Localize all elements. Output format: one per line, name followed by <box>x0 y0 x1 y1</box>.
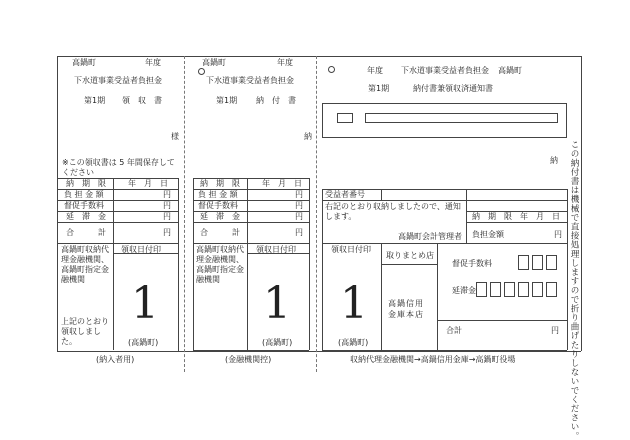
p2-row-label: 負 担 金 額 <box>198 190 238 199</box>
p3-footer: 収納代理金融機関→高鍋信用金庫→高鍋町役場 <box>350 355 516 364</box>
p1-period: 第1期 <box>84 96 106 105</box>
perforation-1 <box>184 56 185 372</box>
p3-collect-store: 取りまとめ店 <box>386 251 434 260</box>
p3-fee-label: 督促手数料 <box>452 259 492 268</box>
p3-town: 高鍋町 <box>498 66 522 75</box>
p3-late-digit-box <box>518 282 529 297</box>
p3-punch-circle-icon <box>328 66 335 73</box>
p2-subject: 下水道事業受益者負担金 <box>206 76 294 85</box>
p3-late-digit-box <box>546 282 557 297</box>
p2-row-label: 合 計 <box>200 228 240 237</box>
p2-agent: 高鍋町収納代理金融機関、高鍋町指定金融機関 <box>196 245 244 284</box>
p3-fee-digit-box <box>518 255 529 270</box>
p1-subject: 下水道事業受益者負担金 <box>74 76 162 85</box>
p3-subject: 下水道事業受益者負担金 <box>401 66 489 75</box>
p2-nou: 納 <box>304 132 312 141</box>
frame-top <box>57 56 581 57</box>
frame-right <box>581 56 582 351</box>
p1-row-value: 円 <box>163 190 171 199</box>
p3-period: 第1期 <box>368 84 390 93</box>
p1-row-value: 年 月 日 <box>128 179 168 188</box>
p2-row-value: 円 <box>295 201 303 210</box>
p2-town: 高鍋町 <box>202 58 226 67</box>
p3-stamp-label: 領収日付印 <box>331 245 371 254</box>
p2-row-value: 円 <box>295 228 303 237</box>
p3-bank: 高鍋信用金庫本店 <box>388 299 424 319</box>
p3-late-digit-box <box>490 282 501 297</box>
p3-late-digit-box <box>504 282 515 297</box>
p2-year: 年度 <box>277 58 293 67</box>
p3-amount-yen: 円 <box>554 230 562 239</box>
p2-title: 納 付 書 <box>256 96 296 105</box>
p1-year: 年度 <box>145 58 161 67</box>
p1-received: 上記のとおり領収しました。 <box>61 317 109 346</box>
p2-footer: (金融機関控) <box>225 355 272 364</box>
p3-total-yen: 円 <box>551 326 559 335</box>
p2-stamp-town: (高鍋町) <box>262 338 293 347</box>
p1-row-label: 延 滞 金 <box>66 212 106 221</box>
p1-row-label: 負 担 金 額 <box>64 190 104 199</box>
p3-year: 年度 <box>367 66 383 75</box>
p3-late-label: 延滞金 <box>452 286 476 295</box>
p3-fee-digit-box <box>532 255 543 270</box>
perforation-2 <box>316 56 317 372</box>
ocr-box-wide <box>365 113 558 123</box>
p3-nou: 納 <box>550 156 558 165</box>
p3-stamp-town: (高鍋町) <box>338 338 369 347</box>
p3-total-label: 合計 <box>446 326 462 335</box>
p3-amount-label: 負担金額 <box>472 230 504 239</box>
p2-row-value: 年 月 日 <box>262 179 302 188</box>
p2-row-value: 円 <box>295 212 303 221</box>
p3-beneficiary-label: 受益者番号 <box>325 190 365 199</box>
frame-left <box>57 56 58 351</box>
p2-punch-circle-icon <box>198 68 205 75</box>
p2-row-label: 督促手数料 <box>198 201 238 210</box>
p3-due-value: 年 月 日 <box>520 212 560 221</box>
p1-row-value: 円 <box>163 228 171 237</box>
p2-period: 第1期 <box>216 96 238 105</box>
p1-row-label: 合 計 <box>66 228 106 237</box>
p1-stamp-label: 領収日付印 <box>121 245 161 254</box>
p1-sama: 様 <box>171 132 179 141</box>
p2-stamp-label: 領収日付印 <box>256 245 296 254</box>
p3-due-label: 納 期 限 <box>472 212 512 221</box>
p3-statement: 右記のとおり収納しましたので、通知します。 <box>325 202 461 221</box>
ocr-box-small <box>337 113 353 123</box>
p1-title: 領 収 書 <box>122 96 162 105</box>
frame-bottom <box>57 351 581 352</box>
p1-town: 高鍋町 <box>72 58 96 67</box>
p1-note: ※この領収書は 5 年間保存してください <box>62 158 175 177</box>
p1-row-label: 納 期 限 <box>66 179 106 188</box>
p1-row-label: 督促手数料 <box>64 201 104 210</box>
p1-stamp-town: (高鍋町) <box>128 338 159 347</box>
p1-row-value: 円 <box>163 201 171 210</box>
p3-manager: 高鍋町会計管理者 <box>398 232 462 241</box>
p2-row-label: 延 滞 金 <box>200 212 240 221</box>
p3-late-digit-box <box>476 282 487 297</box>
p3-fee-digit-box <box>546 255 557 270</box>
side-note: この納付書は機械で直接処理しますので折り曲げたりしないでください。 <box>569 140 579 440</box>
p2-stamp-number: 1 <box>263 278 291 329</box>
p3-title: 納付書兼領収済通知書 <box>413 84 493 93</box>
p1-row-value: 円 <box>163 212 171 221</box>
p3-stamp-number: 1 <box>340 278 368 329</box>
p2-row-label: 納 期 限 <box>200 179 240 188</box>
p1-agent: 高鍋町収納代理金融機関、高鍋町指定金融機関 <box>61 245 109 284</box>
p3-late-digit-box <box>532 282 543 297</box>
p1-stamp-number: 1 <box>131 278 159 329</box>
p1-footer: (納入者用) <box>96 355 135 364</box>
p2-row-value: 円 <box>295 190 303 199</box>
